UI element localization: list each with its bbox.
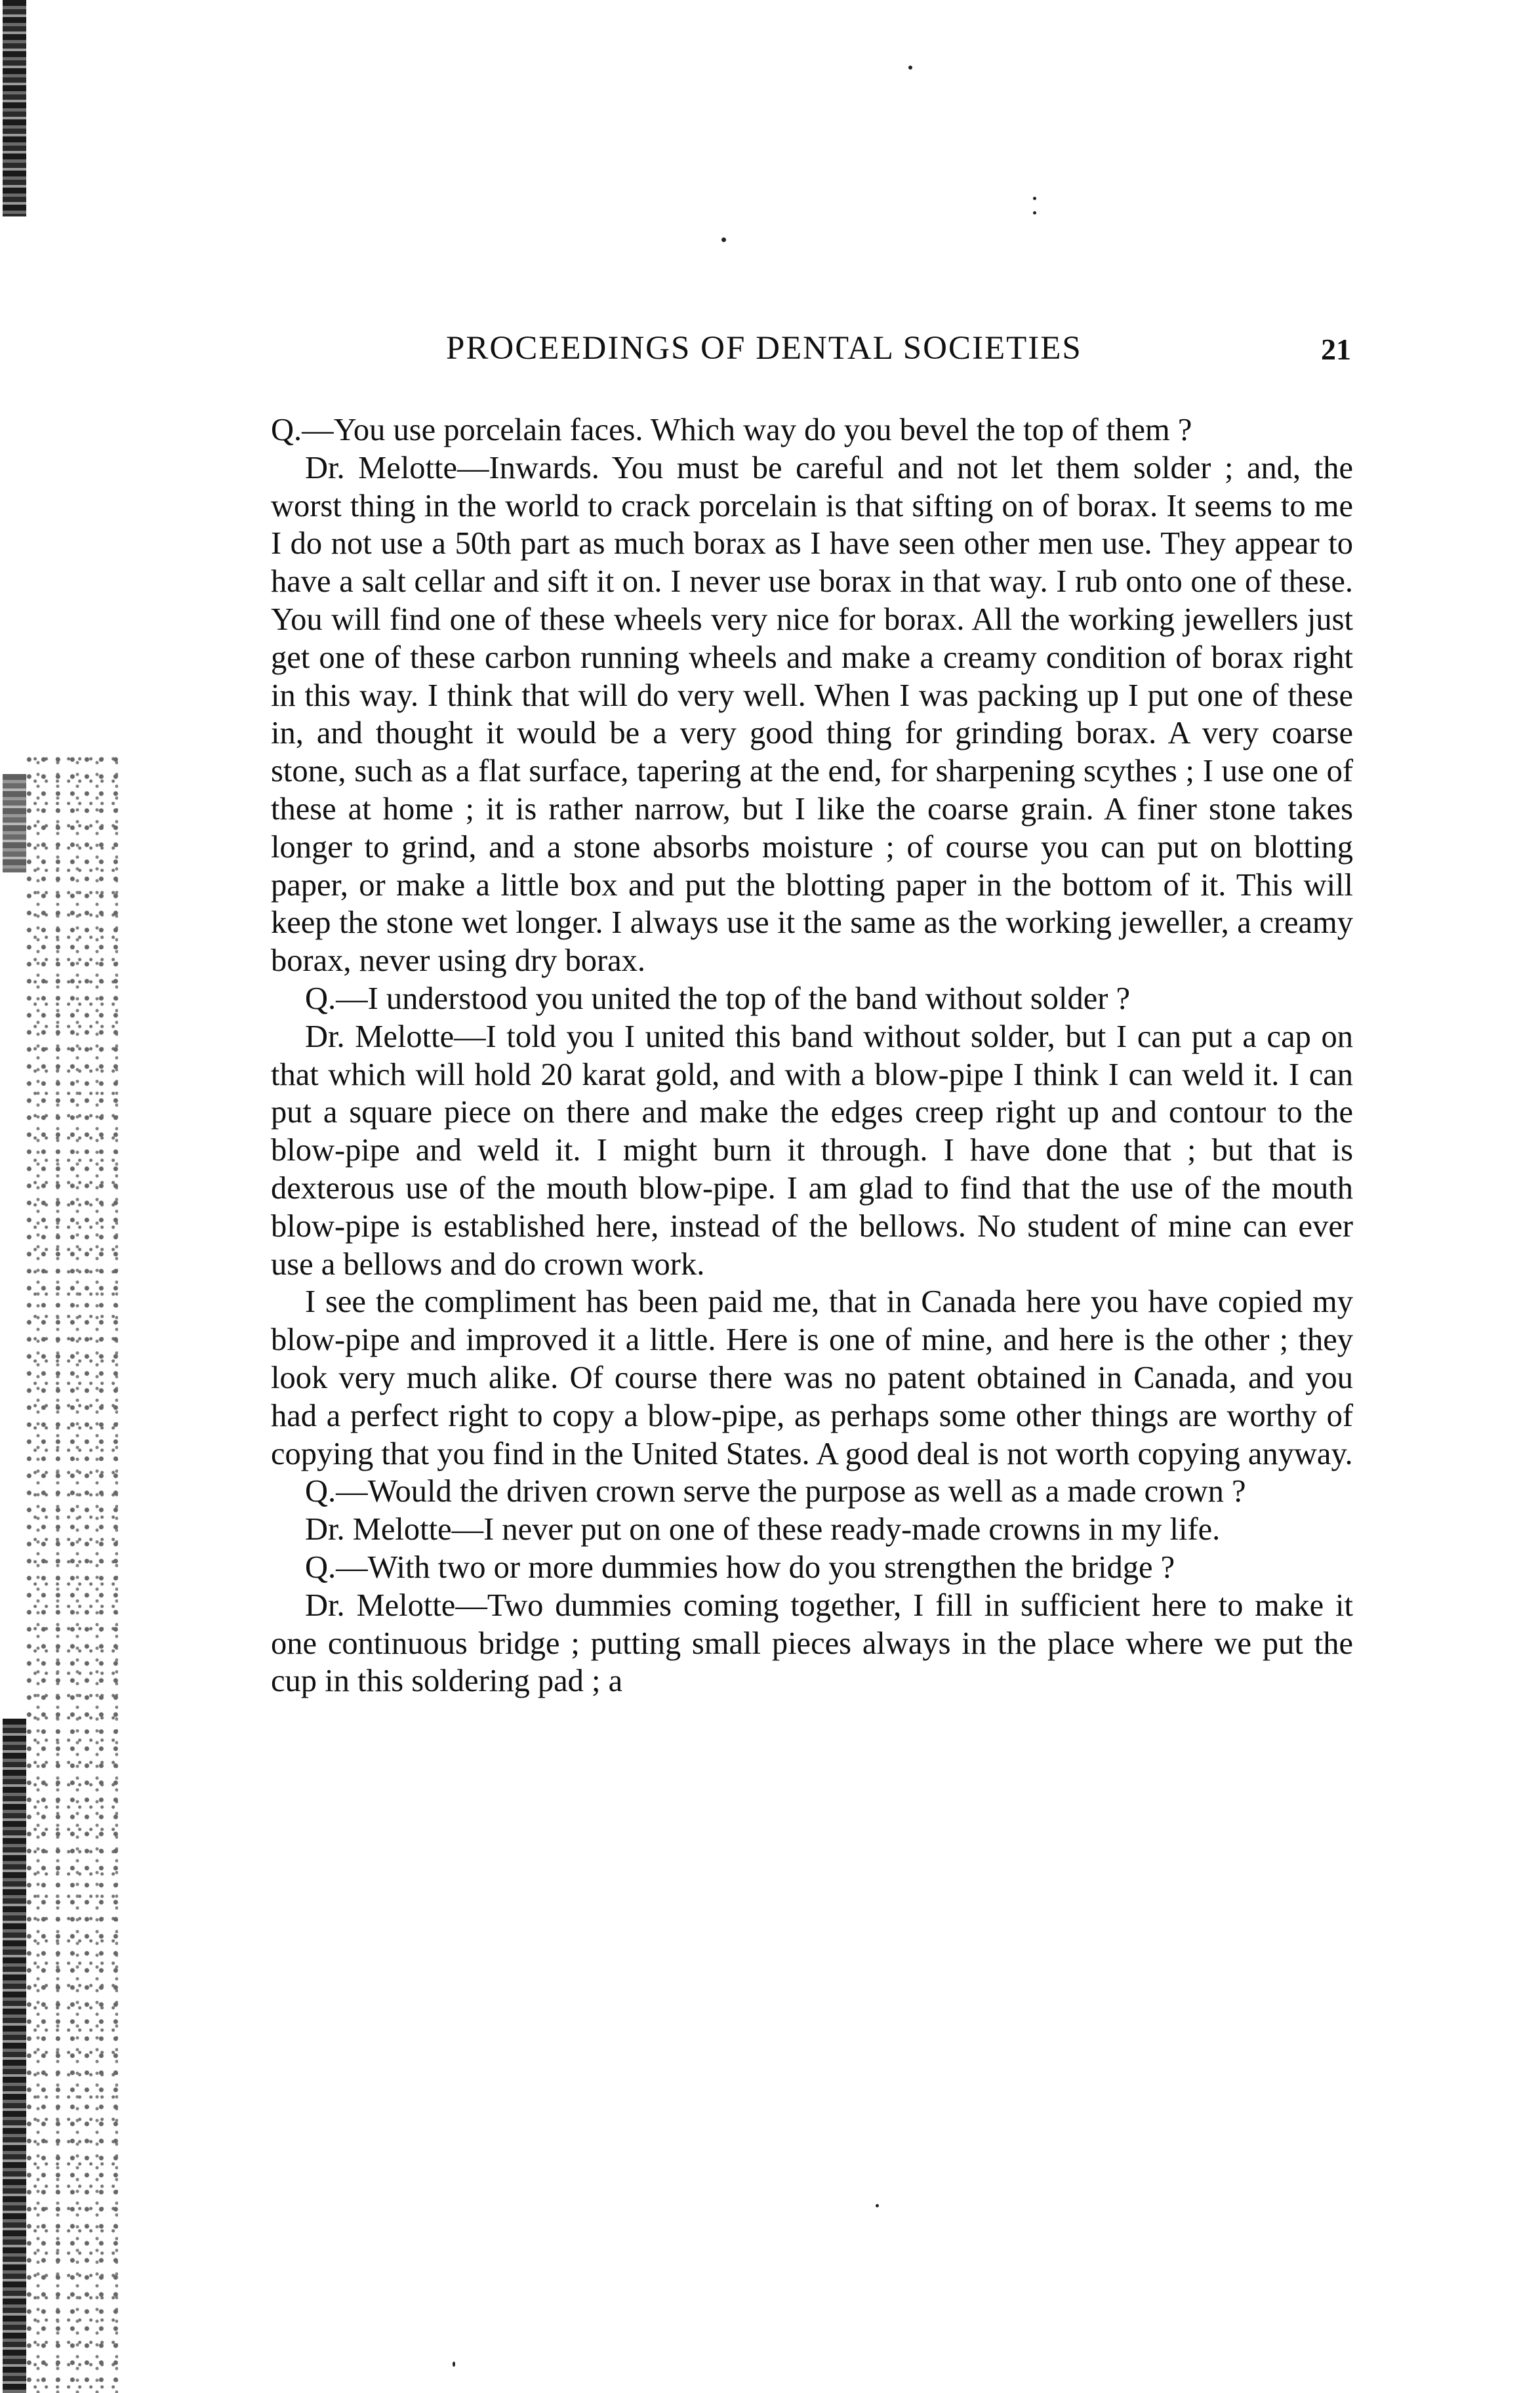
scanned-binding-edge: [0, 0, 138, 2393]
scan-speck: [721, 237, 726, 242]
binding-speckle: [26, 754, 118, 2393]
paragraph-9: Dr. Melotte—Two dummies coming together, I fill in sufficient here to make it one continuous bridge ; putting small pieces always in the place where we put the cup in this soldering pad ; a: [271, 1587, 1353, 1699]
paragraph-6: Q.—Would the driven crown serve the purpose as well as a made crown ?: [305, 1474, 1246, 1509]
page-header: [446, 329, 1351, 375]
scan-speck: [876, 2204, 879, 2207]
scan-speck: [1033, 211, 1036, 215]
paragraph-4: Dr. Melotte—I told you I united this band without solder, but I can put a cap on that which will hold 20 karat gold, and with a blow-pipe I think I can weld it. I can put a square piece on there and make the edges creep right up and contour to the blow-pipe and weld it. I might burn it through. I have done that ; but that is dexterous use of the mouth blow-pipe. I am glad to find that the use of the mouth blow-pipe is established here, instead of the bellows. No student of mine can ever use a bellows and do crown work.: [271, 1019, 1353, 1282]
scan-speck: [453, 2362, 455, 2367]
scan-speck: [1033, 197, 1036, 200]
page-number: 21: [1321, 333, 1351, 366]
binding-shadow-top: [3, 0, 26, 216]
paragraph-8: Q.—With two or more dummies how do you strengthen the bridge ?: [305, 1549, 1175, 1585]
body-text: [271, 411, 1353, 1700]
paragraph-5: I see the compliment has been paid me, that in Canada here you have copied my blow-pipe and improved it a little. Here is one of mine, and here is the other ; they look very much alike. Of course there was no patent obtained in Canada, and you had a perfect right to copy a blow-pipe, as perhaps some other things are worthy of copying that you find in the United States. A good deal is not worth copying anyway.: [271, 1284, 1353, 1471]
binding-shadow-bottom: [3, 1719, 26, 2393]
running-title: PROCEEDINGS OF DENTAL SOCIETIES: [446, 330, 1082, 367]
paragraph-1: Q.—You use porcelain faces. Which way do you bevel the top of them ?: [271, 413, 1192, 447]
paragraph-2: Dr. Melotte—Inwards. You must be careful and not let them solder ; and, the worst thing in the world to crack porcelain is that sifting on of borax. It seems to me I do not use a 50th part as much borax as I have seen other men use. They appear to have a salt cellar and sift it on. I never use borax in that way. I rub onto one of these. You will find one of these wheels very nice for borax. All the working jewellers just get one of these carbon running wheels and make a creamy condition of borax right in this way. I think that will do very well. When I was packing up I put one of these in, and thought it would be a very good thing for grinding borax. A very coarse stone, such as a flat surface, tapering at the end, for sharpening scythes ; I use one of these at home ; it is rather narrow, but I like the coarse grain. A finer stone takes longer to grind, and a stone absorbs moisture ; of course you can put on blotting paper, or make a little box and put the blotting paper in the bottom of it. This will keep the stone wet longer. I always use it the same as the working jeweller, a creamy borax, never using dry borax.: [271, 450, 1353, 979]
paragraph-3: Q.—I understood you united the top of the band without solder ?: [305, 981, 1131, 1016]
paragraph-7: Dr. Melotte—I never put on one of these ready-made crowns in my life.: [305, 1512, 1221, 1547]
scan-speck: [908, 66, 912, 70]
binding-shadow-mid: [3, 774, 26, 872]
